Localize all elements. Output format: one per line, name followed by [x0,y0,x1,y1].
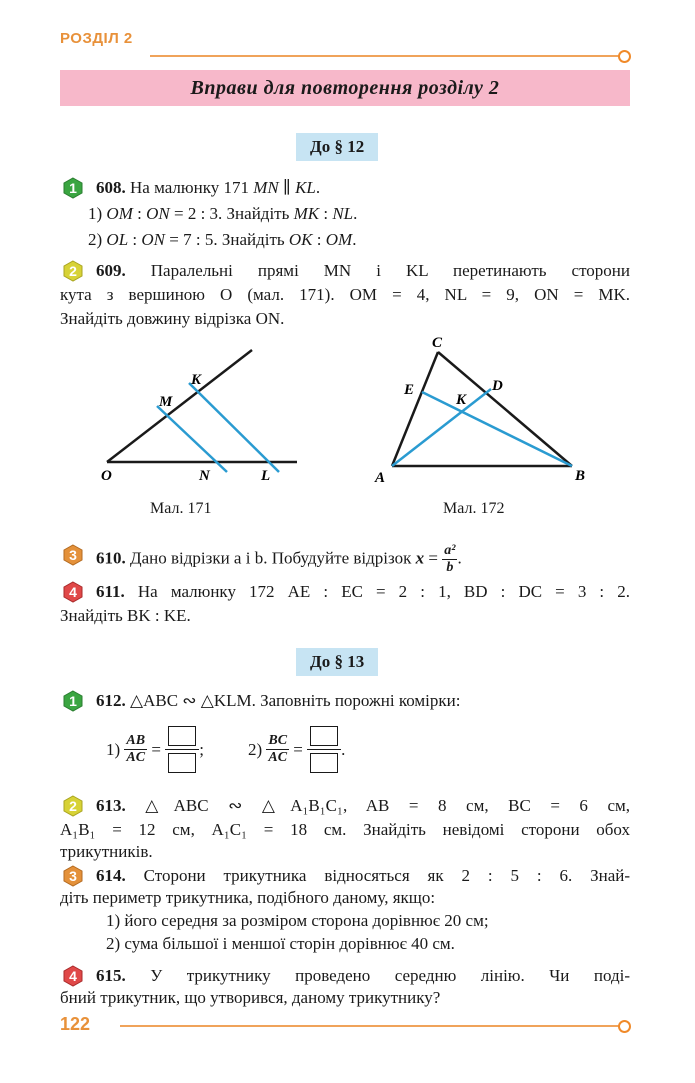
figure-172 [370,330,600,490]
figure-171 [95,340,315,490]
fig172-label-k: K [456,392,467,408]
fill-in-box[interactable] [168,753,196,773]
fig172-label-d: D [492,378,503,394]
exercise-611-line-2: Знайдіть BK : KE. [60,606,191,625]
exercise-613-line-2: A₁B₁ = 12 см, A₁C₁ = 18 см. Знайдіть невідомі сторони обох [60,820,630,839]
fig172-label-a: A [375,470,386,486]
level-1-badge-icon: 1 [62,177,84,199]
exercises-banner [60,70,630,106]
fig171-label-m: M [159,394,173,410]
fill-in-box[interactable] [310,753,338,773]
fraction-bc-ac: $\frac{BC}{AC}$ [268,733,288,765]
exercise-608-part-1: 1) OM : ON = 2 : 3. Знайдіть MK : NL. [88,204,358,223]
exercise-613-line-3: трикутників. [60,842,153,861]
fig172-label-c: C [432,335,443,351]
fill-in-box[interactable] [310,726,338,746]
chapter-label: РОЗДІЛ 2 [60,30,133,47]
exercise-614-item-1: 1) його середня за розміром сторона дорівнює 20 см; [106,911,489,930]
level-3-badge-icon: 3 [62,865,84,887]
fig171-label-n: N [199,468,210,484]
exercise-611-line-1: 611. На малюнку 172 AE : EC = 2 : 1, BD : DC = 3 : 2. [96,582,630,601]
fig171-upper-line [107,350,252,462]
fill-in-fraction-1 [165,726,199,773]
exercise-610-text: 610. Дано відрізки a і b. Побудуйте відрізок x = $\frac{\text{a²}}{b}$ . [96,543,462,575]
banner-title: Вправи для повторення розділу 2 [190,76,500,99]
fig172-label-b: B [575,468,586,484]
fill-in-box[interactable] [168,726,196,746]
level-2-badge-icon: 2 [62,795,84,817]
section-12-heading: До § 12 [296,133,378,161]
level-2-badge-icon: 2 [62,260,84,282]
header-ring-icon [618,50,631,63]
fig172-label-e: E [404,382,415,398]
level-1-badge-icon: 1 [62,690,84,712]
level-4-badge-icon: 4 [62,581,84,603]
exercise-615-line-2: бний трикутник, що утворився, даному трикутнику? [60,988,441,1007]
fig171-label-k: K [191,372,202,388]
fig171-label-l: L [261,468,271,484]
exercise-612-formulas: 1) $\frac{AB}{AC}$ = ; 2) $\frac{BC}{AC}$ = . [106,726,345,773]
exercise-608-part-2: 2) OL : ON = 7 : 5. Знайдіть OK : OM. [88,230,357,249]
page-number: 122 [60,1014,91,1034]
fill-in-fraction-2 [307,726,341,773]
exercise-613-line-1: 613. △ABC ∾ △A₁B₁C₁, AB = 8 см, BC = 6 см, [96,796,630,815]
level-4-badge-icon: 4 [62,965,84,987]
exercise-614-line-2: діть периметр трикутника, подібного даному, якщо: [60,888,436,907]
exercise-609-line-1: 609. Паралельні прямі MN і KL перетинають сторони [96,261,630,280]
section-13-heading: До § 13 [296,648,378,676]
footer-divider [120,1025,620,1027]
exercise-612-text: 612. △ABC ∾ △KLM. Заповніть порожні комірки: [96,691,461,710]
exercise-615-line-1: 615. У трикутнику проведено середню лінію. Чи поді- [96,966,630,985]
exercise-609-line-3: Знайдіть довжину відрізка ON. [60,309,285,328]
fraction-ab-ac: $\frac{AB}{AC}$ [126,733,146,765]
footer-ring-icon [618,1020,631,1033]
header-divider [150,55,620,57]
fig171-line-kl [189,383,279,472]
exercise-608-text: 608. На малюнку 171 MN ∥ KL. [96,178,321,197]
exercise-609-line-2: кута з вершиною O (мал. 171). OM = 4, NL = 9, ON = MK. [60,285,630,304]
fig171-label-o: O [101,468,112,484]
level-3-badge-icon: 3 [62,544,84,566]
figure-171-caption: Мал. 171 [150,500,212,517]
figure-172-caption: Мал. 172 [443,500,505,517]
exercise-614-line-1: 614. Сторони трикутника відносяться як 2 : 5 : 6. Знай- [96,866,630,885]
exercise-614-item-2: 2) сума більшої і меншої сторін дорівнює 40 см. [106,934,455,953]
